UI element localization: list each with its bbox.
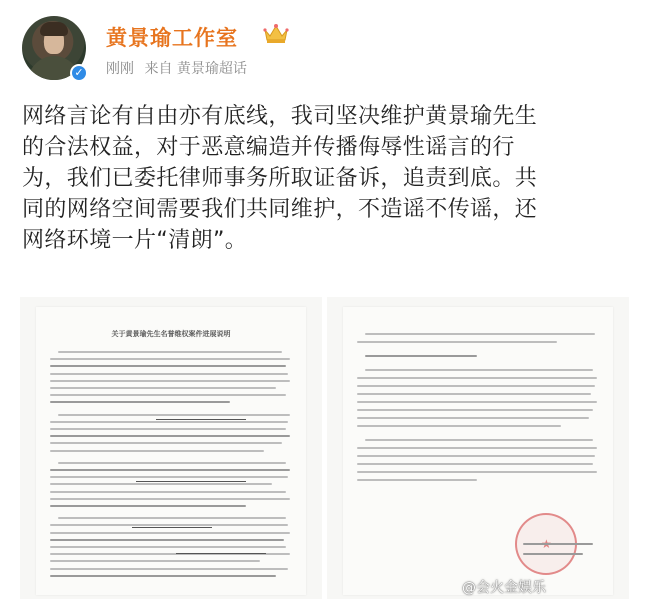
- post-header: [22, 14, 622, 84]
- document-text-line: [357, 417, 589, 419]
- post-text-line: 为，我们已委托律师事务所取证备诉，追责到底。共: [22, 166, 538, 191]
- document-text-line: [50, 365, 286, 367]
- author-name[interactable]: 黄景瑜工作室: [106, 26, 238, 50]
- document-text-line: [365, 439, 593, 441]
- statement-image-2[interactable]: [327, 297, 629, 599]
- crown-icon: [263, 22, 289, 44]
- document-text-line: [50, 505, 246, 507]
- document-text-line: [58, 351, 282, 353]
- document-text-line: [365, 355, 477, 357]
- document-title: 关于黄景瑜先生名誉维权案件进展说明: [111, 330, 231, 338]
- document-text-line: [50, 546, 286, 548]
- document-text-line: [58, 462, 286, 464]
- statement-image-1[interactable]: [20, 297, 322, 599]
- document-text-line: [50, 428, 286, 430]
- document-text-line: [50, 539, 284, 541]
- document-text-line: [357, 409, 593, 411]
- image-watermark: @会火金娱乐: [462, 580, 546, 596]
- document-text-line: [50, 491, 286, 493]
- document-page: [343, 307, 613, 595]
- document-text-line: [50, 575, 276, 577]
- document-text-line: [50, 498, 290, 500]
- document-text-line: [357, 385, 595, 387]
- post-text-line: 网络言论有自由亦有底线，我司坚决维护黄景瑜先生: [22, 104, 538, 129]
- document-text-line: [50, 394, 286, 396]
- document-underline: [176, 553, 266, 554]
- document-text-line: [357, 401, 597, 403]
- document-text-line: [365, 369, 593, 371]
- document-text-line: [50, 568, 288, 570]
- document-text-line: [365, 333, 595, 335]
- document-text-line: [58, 517, 286, 519]
- document-text-line: [50, 421, 288, 423]
- document-text-line: [50, 483, 272, 485]
- document-text-line: [357, 447, 597, 449]
- document-text-line: [357, 425, 561, 427]
- document-text-line: [50, 387, 276, 389]
- post-source[interactable]: 来自 黄景瑜超话: [144, 61, 247, 77]
- document-underline: [156, 419, 246, 420]
- document-text-line: [357, 377, 597, 379]
- document-page: [36, 307, 306, 595]
- document-text-line: [357, 471, 597, 473]
- document-text-line: [50, 401, 230, 403]
- document-text-line: [50, 358, 290, 360]
- post-timestamp: 刚刚: [106, 61, 134, 77]
- signature-line: [523, 553, 583, 555]
- verified-badge-icon: ✓: [70, 64, 88, 82]
- post-meta: [106, 58, 253, 78]
- post-text-line: 的合法权益，对于恶意编造并传播侮辱性谣言的行: [22, 135, 515, 160]
- document-underline: [132, 527, 212, 528]
- document-text-line: [50, 435, 290, 437]
- document-text-line: [58, 414, 290, 416]
- post-text-line: 网络环境一片“清朗”。: [22, 228, 248, 253]
- document-text-line: [50, 476, 288, 478]
- signature-line: [523, 543, 593, 545]
- document-text-line: [50, 450, 264, 452]
- document-underline: [136, 481, 246, 482]
- document-text-line: [50, 560, 260, 562]
- document-text-line: [357, 393, 591, 395]
- document-text-line: [357, 463, 593, 465]
- avatar-hair: [40, 22, 68, 36]
- document-text-line: [357, 455, 595, 457]
- document-text-line: [357, 341, 557, 343]
- document-text-line: [50, 532, 290, 534]
- document-text-line: [50, 442, 282, 444]
- post-text-line: 同的网络空间需要我们共同维护，不造谣不传谣，还: [22, 197, 538, 222]
- document-text-line: [50, 373, 288, 375]
- document-text-line: [50, 469, 290, 471]
- post-body: [22, 101, 632, 256]
- document-text-line: [357, 479, 477, 481]
- document-text-line: [50, 380, 290, 382]
